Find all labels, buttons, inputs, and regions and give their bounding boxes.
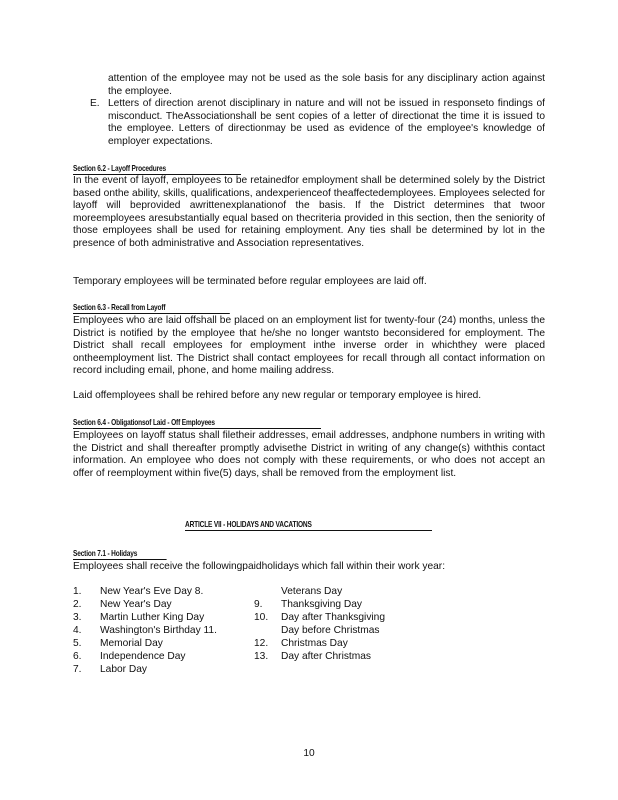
list-item-text: Day before Christmas [281,625,380,636]
list-item-number: 4. [73,625,82,636]
list-item-text: New Year's Day [100,599,172,610]
section-6-2-paragraph-1: In the event of layoff, employees to be retainedfor employment shall be determined solely by the District based onthe ability, skills, qualifications, andexperienceof theaffectedemployees. Employees selected for layoff will beprovided awrittenexplanationof the basis. If the District determines that twoor moreemployees aresubstantially equal based on thecriteria provided in this section, then the seniority of those employees shall be used for retaining employment. Any ties shall be determined by lot in the presence of both administrative and Association representatives. [73,175,545,249]
list-item [254,612,385,625]
continuation-paragraph: attention of the employee may not be used as the sole basis for any disciplinary action against the employee. [108,73,545,97]
page-number: 10 [303,748,315,759]
section-6-4-heading: Section 6.4 - Obligationsof Laid - Off Employees [73,417,321,429]
list-item [73,599,172,612]
section-7-1-heading: Section 7.1 - Holidays [73,548,167,560]
list-item-text: Day after Thanksgiving [281,612,386,623]
article-heading-text: ARTICLE VII - HOLIDAYS AND VACATIONS [185,520,312,529]
list-item-number: 12. [254,638,269,649]
list-item [73,625,217,638]
list-item-text: New Year's Eve Day 8. [100,586,204,597]
list-item-text: Independence Day [100,651,186,662]
list-item-number: 1. [73,586,82,597]
list-item-number: 3. [73,612,82,623]
list-item-text: Veterans Day [281,586,343,597]
list-item [73,651,186,664]
list-item [254,625,380,638]
section-6-4-paragraph: Employees on layoff status shall filetheir addresses, email addresses, andphone numbers in writing with the District and shall thereafter promptly advisethe District in writing of any change(s) withthis contact information. An employee who does not comply with these requirements, or who does not accept an offer of reemployment within five(5) days, shall be removed from the employment list. [73,430,545,479]
list-item-text: Thanksgiving Day [281,599,362,610]
item-e-paragraph: Letters of direction arenot disciplinary in nature and will not be issued in responseto findings of misconduct. TheAssociationshall be sent copies of a letter of directionat the time it is issued to the employee. Letters of directionmay be used as evidence of the employee's knowledge of employer expectations. [108,98,545,147]
list-item-number: 9. [254,599,263,610]
section-6-2-heading: Section 6.2 - Layoff Procedures [73,163,241,175]
list-item-number: 7. [73,664,82,675]
list-item [73,664,147,677]
section-6-3-paragraph-2: Laid offemployees shall be rehired before any new regular or temporary employee is hired. [73,390,482,401]
section-7-1-intro: Employees shall receive the followingpaidholidays which fall within their work year: [73,561,446,572]
section-6-3-paragraph-1: Employees who are laid offshall be placed on an employment list for twenty-four (24) months, unless the District is notified by the employee that he/she no longer wantsto beconsidered for employment. The District shall recall employees for employment inthe inverse order in whichthey were placed ontheemployment list. The District shall contact employees for recall through all contact information on record including email, phone, and home mailing address. [73,315,545,377]
section-6-2-paragraph-2: Temporary employees will be terminated before regular employees are laid off. [73,276,427,287]
list-item-number: 13. [254,651,269,662]
list-item-number: 5. [73,638,82,649]
list-item-text: Labor Day [100,664,148,675]
list-item [254,599,362,612]
list-item-number: 6. [73,651,82,662]
article-heading [185,519,432,531]
list-item [254,651,371,664]
section-6-3-heading: Section 6.3 - Recall from Layoff [73,302,230,314]
list-item-number: 2. [73,599,82,610]
list-item-text: Memorial Day [100,638,163,649]
list-item [254,638,348,651]
list-item [254,586,342,599]
list-item [73,586,203,599]
item-e-letter: E. [90,98,100,109]
list-item-text: Washington's Birthday 11. [100,625,217,636]
list-item-text: Christmas Day [281,638,348,649]
list-item-text: Day after Christmas [281,651,372,662]
list-item [73,612,204,625]
list-item-text: Martin Luther King Day [100,612,205,623]
list-item [73,638,163,651]
list-item-number: 10. [254,612,269,623]
